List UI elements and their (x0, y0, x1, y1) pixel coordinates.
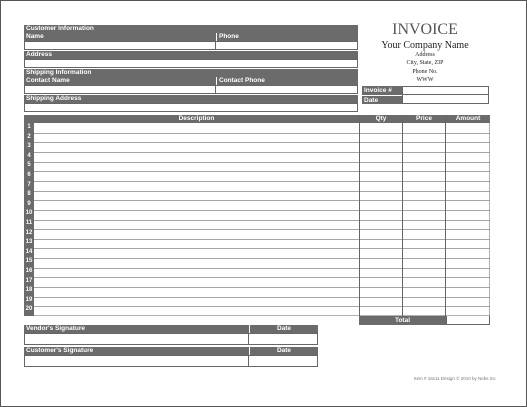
customer-signature-label: Customer's Signature (24, 347, 249, 355)
row-number: 17 (24, 277, 34, 287)
line-items-table (24, 115, 490, 316)
row-number: 13 (24, 238, 34, 248)
customer-info-header: Customer Information (24, 25, 358, 33)
customer-signature-field[interactable] (24, 355, 249, 367)
footer-credit: Item # 18x11 Design © 2010 by Nebs Inc (414, 376, 496, 381)
row-number: 1 (24, 123, 34, 133)
vendor-signature-label: Vendor's Signature (24, 325, 249, 333)
shipping-address-field[interactable] (24, 103, 358, 112)
address-label: Address (24, 51, 358, 59)
row-number: 6 (24, 171, 34, 181)
date-label: Date (362, 95, 402, 104)
vendor-date-field[interactable] (249, 333, 318, 345)
contact-phone-field[interactable] (216, 85, 358, 94)
customer-phone-field[interactable] (216, 41, 358, 50)
col-header-description: Description (178, 115, 215, 122)
name-label: Name (24, 33, 216, 41)
company-www: WWW (416, 77, 434, 83)
invoice-title: INVOICE (392, 21, 458, 38)
row-number: 12 (24, 229, 34, 239)
vendor-date-label: Date (249, 325, 318, 333)
total-amount-field[interactable] (446, 316, 490, 325)
row-number: 16 (24, 267, 34, 277)
company-address: Address (415, 52, 435, 58)
row-number: 14 (24, 248, 34, 258)
company-name: Your Company Name (381, 40, 469, 51)
customer-date-field[interactable] (249, 355, 318, 367)
row-number: 10 (24, 209, 34, 219)
invoice-number-field[interactable] (402, 86, 489, 95)
contact-name-field[interactable] (24, 85, 216, 94)
contact-phone-label: Contact Phone (216, 77, 358, 85)
col-header-price: Price (416, 115, 432, 122)
row-number: 20 (24, 305, 34, 315)
customer-name-field[interactable] (24, 41, 216, 50)
phone-label: Phone (216, 33, 358, 41)
company-city-state-zip: City, State, ZIP (406, 60, 444, 66)
col-header-qty: Qty (375, 115, 387, 122)
company-phone: Phone No. (412, 69, 438, 75)
customer-address-field[interactable] (24, 59, 358, 68)
row-number: 9 (24, 200, 34, 210)
row-number: 15 (24, 257, 34, 267)
row-number: 8 (24, 190, 34, 200)
vendor-signature-field[interactable] (24, 333, 249, 345)
row-number: 3 (24, 142, 34, 152)
customer-date-label: Date (249, 347, 318, 355)
shipping-address-label: Shipping Address (24, 95, 358, 103)
row-number: 2 (24, 133, 34, 143)
row-number: 5 (24, 161, 34, 171)
contact-name-label: Contact Name (24, 77, 216, 85)
row-number: 18 (24, 286, 34, 296)
shipping-info-header: Shipping Information (24, 69, 358, 77)
invoice-number-label: Invoice # (362, 86, 402, 95)
table-grid (24, 115, 490, 316)
invoice-date-field[interactable] (402, 95, 489, 104)
row-number-column (24, 123, 34, 316)
row-number: 4 (24, 152, 34, 162)
row-number: 19 (24, 296, 34, 306)
table-frame (24, 115, 490, 316)
total-label: Total (359, 316, 446, 325)
row-number: 7 (24, 181, 34, 191)
row-number: 11 (24, 219, 34, 229)
col-header-amount: Amount (455, 115, 481, 122)
